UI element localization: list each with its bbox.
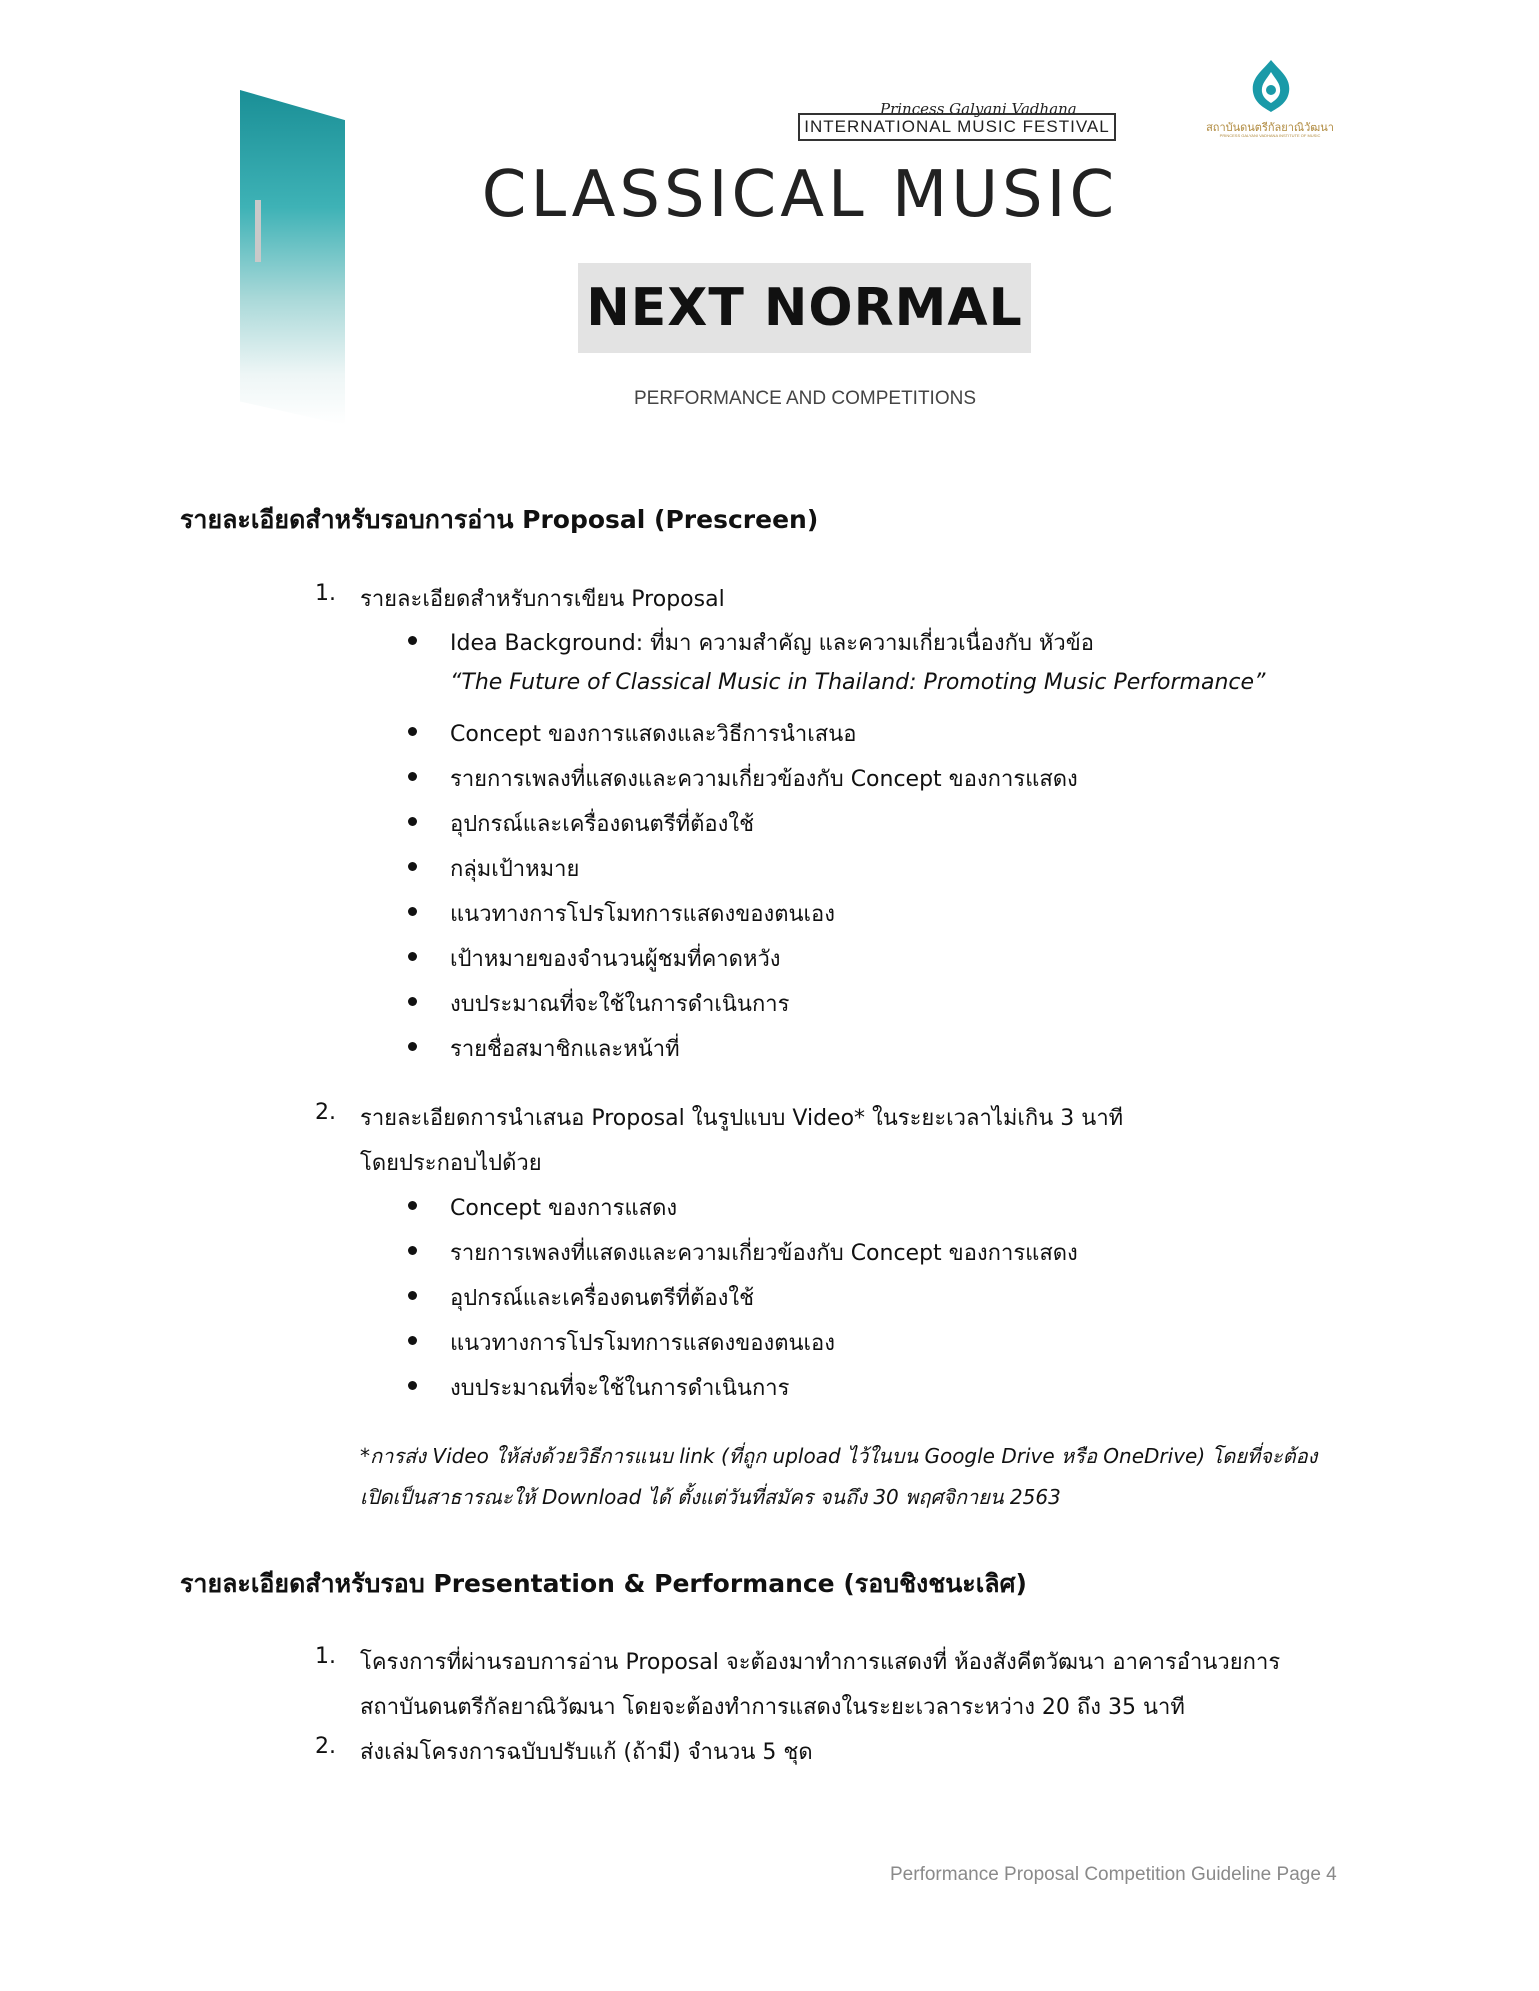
page-footer: Performance Proposal Competition Guideline Page 4	[890, 1864, 1337, 1885]
bullet-icon	[408, 1381, 417, 1390]
page-title: CLASSICAL MUSIC	[481, 158, 1119, 232]
bullet-icon	[408, 1336, 417, 1345]
tagline: PERFORMANCE AND COMPETITIONS	[633, 388, 977, 409]
list-number: 2.	[315, 1100, 336, 1125]
bullet-item: อุปกรณ์และเครื่องดนตรีที่ต้องใช้	[450, 1286, 755, 1311]
page-subtitle: NEXT NORMAL	[586, 278, 1023, 338]
bullet-item: รายการเพลงที่แสดงและความเกี่ยวข้องกับ Concept ของการแสดง	[450, 767, 1078, 792]
list-item-text: รายละเอียดสำหรับการเขียน Proposal	[360, 587, 725, 612]
topic-quote: “The Future of Classical Music in Thailand: Promoting Music Performance”	[450, 670, 1266, 695]
bullet-icon	[408, 727, 417, 736]
section-heading-final: รายละเอียดสำหรับรอบ Presentation & Performance (รอบชิงชนะเลิศ)	[180, 1569, 1027, 1598]
video-note-line: เปิดเป็นสาธารณะให้ Download ได้ ตั้งแต่วันที่สมัคร จนถึง 30 พฤศจิกายน 2563	[360, 1485, 1061, 1509]
bullet-item: กลุ่มเป้าหมาย	[450, 857, 580, 882]
bullet-item: อุปกรณ์และเครื่องดนตรีที่ต้องใช้	[450, 812, 755, 837]
bullet-icon	[408, 636, 417, 645]
video-note-line: *การส่ง Video ให้ส่งด้วยวิธีการแนบ link (ที่ถูก upload ไว้ในบน Google Drive หรือ OneDrive) โดยที่จะต้อง	[360, 1444, 1318, 1468]
bullet-item: เป้าหมายของจำนวนผู้ชมที่คาดหวัง	[450, 947, 781, 972]
section-heading-prescreen: รายละเอียดสำหรับรอบการอ่าน Proposal (Prescreen)	[180, 505, 819, 534]
festival-name-box: INTERNATIONAL MUSIC FESTIVAL	[798, 113, 1116, 141]
list-item-text-continued: สถาบันดนตรีกัลยาณิวัฒนา โดยจะต้องทำการแสดงในระยะเวลาระหว่าง 20 ถึง 35 นาที	[360, 1695, 1185, 1720]
bullet-icon	[408, 1042, 417, 1051]
bullet-icon	[408, 1246, 417, 1255]
list-item-text: โครงการที่ผ่านรอบการอ่าน Proposal จะต้องมาทำการแสดงที่ ห้องสังคีตวัฒนา อาคารอำนวยการ	[360, 1650, 1281, 1675]
list-item-text-continued: โดยประกอบไปด้วย	[360, 1151, 542, 1176]
bullet-icon	[408, 952, 417, 961]
bullet-item: Concept ของการแสดงและวิธีการนำเสนอ	[450, 722, 857, 747]
bullet-icon	[408, 1291, 417, 1300]
list-number: 1.	[315, 1644, 336, 1669]
bullet-icon	[408, 1201, 417, 1210]
door-handle-graphic	[255, 200, 261, 262]
bullet-item: Concept ของการแสดง	[450, 1196, 678, 1221]
bullet-item: แนวทางการโปรโมทการแสดงของตนเอง	[450, 1331, 835, 1356]
institute-subname: PRINCESS GALYANI VADHANA INSTITUTE OF MUSIC	[1219, 133, 1321, 138]
institute-logo-icon	[1245, 58, 1297, 114]
list-number: 2.	[315, 1734, 336, 1759]
institute-name: สถาบันดนตรีกัลยาณิวัฒนา	[1206, 122, 1334, 134]
bullet-item: รายชื่อสมาชิกและหน้าที่	[450, 1037, 680, 1062]
bullet-icon	[408, 997, 417, 1006]
bullet-icon	[408, 817, 417, 826]
bullet-item: งบประมาณที่จะใช้ในการดำเนินการ	[450, 1376, 790, 1401]
list-number: 1.	[315, 581, 336, 606]
bullet-icon	[408, 862, 417, 871]
bullet-icon	[408, 907, 417, 916]
list-item-text: ส่งเล่มโครงการฉบับปรับแก้ (ถ้ามี) จำนวน 5 ชุด	[360, 1740, 813, 1765]
list-item-text: รายละเอียดการนำเสนอ Proposal ในรูปแบบ Video* ในระยะเวลาไม่เกิน 3 นาที	[360, 1106, 1124, 1131]
bullet-item: งบประมาณที่จะใช้ในการดำเนินการ	[450, 992, 790, 1017]
bullet-icon	[408, 772, 417, 781]
bullet-item: รายการเพลงที่แสดงและความเกี่ยวข้องกับ Concept ของการแสดง	[450, 1241, 1078, 1266]
bullet-item: แนวทางการโปรโมทการแสดงของตนเอง	[450, 902, 835, 927]
festival-script-name: Princess Galyani Vadhana	[880, 100, 1077, 118]
bullet-item: Idea Background: ที่มา ความสำคัญ และความเกี่ยวเนื่องกับ หัวข้อ	[450, 631, 1095, 656]
